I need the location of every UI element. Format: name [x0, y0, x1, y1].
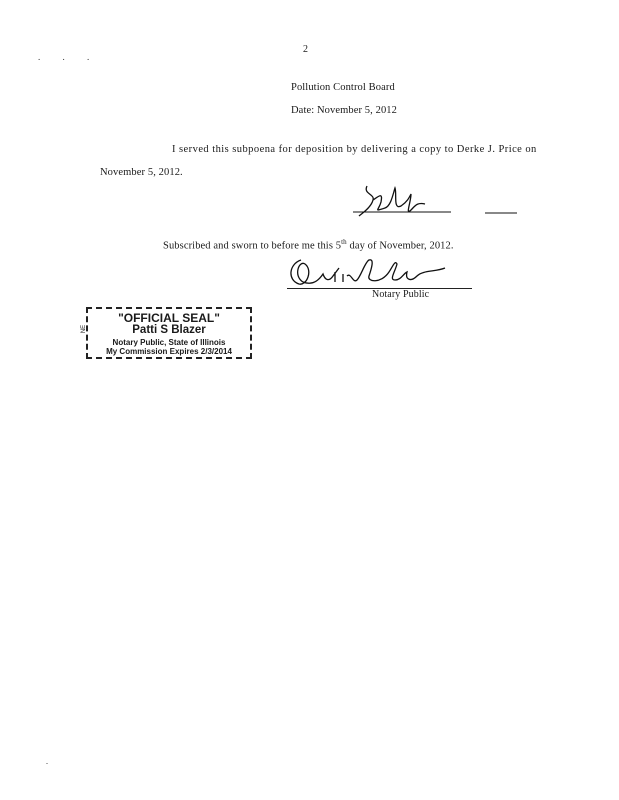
official-seal-stamp [86, 307, 252, 359]
seal-title: "OFFICIAL SEAL" [118, 311, 220, 325]
seal-state-line: Notary Public, State of Illinois [112, 338, 226, 347]
seal-side-mark: NE [81, 324, 88, 334]
seal-notary-name: Patti S Blazer [132, 324, 206, 336]
agency-line: Pollution Control Board [291, 82, 395, 93]
seal-expiration-line: My Commission Expires 2/3/2014 [106, 347, 232, 356]
notary-public-label: Notary Public [372, 289, 430, 300]
jurat-text-end: day of November, 2012. [346, 240, 454, 252]
footer-mark: . [46, 757, 48, 766]
notary-signature [285, 250, 475, 292]
service-statement: I served this subpoena for deposition by delivering a copy to Derke J. Price on [172, 144, 537, 155]
page-number: 2 [303, 44, 309, 55]
date-line: Date: November 5, 2012 [291, 105, 398, 116]
corner-marks: . . . [38, 52, 100, 62]
service-date: November 5, 2012. [100, 167, 183, 178]
jurat-text-start: Subscribed and sworn to before me this 5 [163, 240, 342, 252]
jurat-ordinal: th [341, 238, 347, 246]
server-signature [345, 180, 520, 220]
